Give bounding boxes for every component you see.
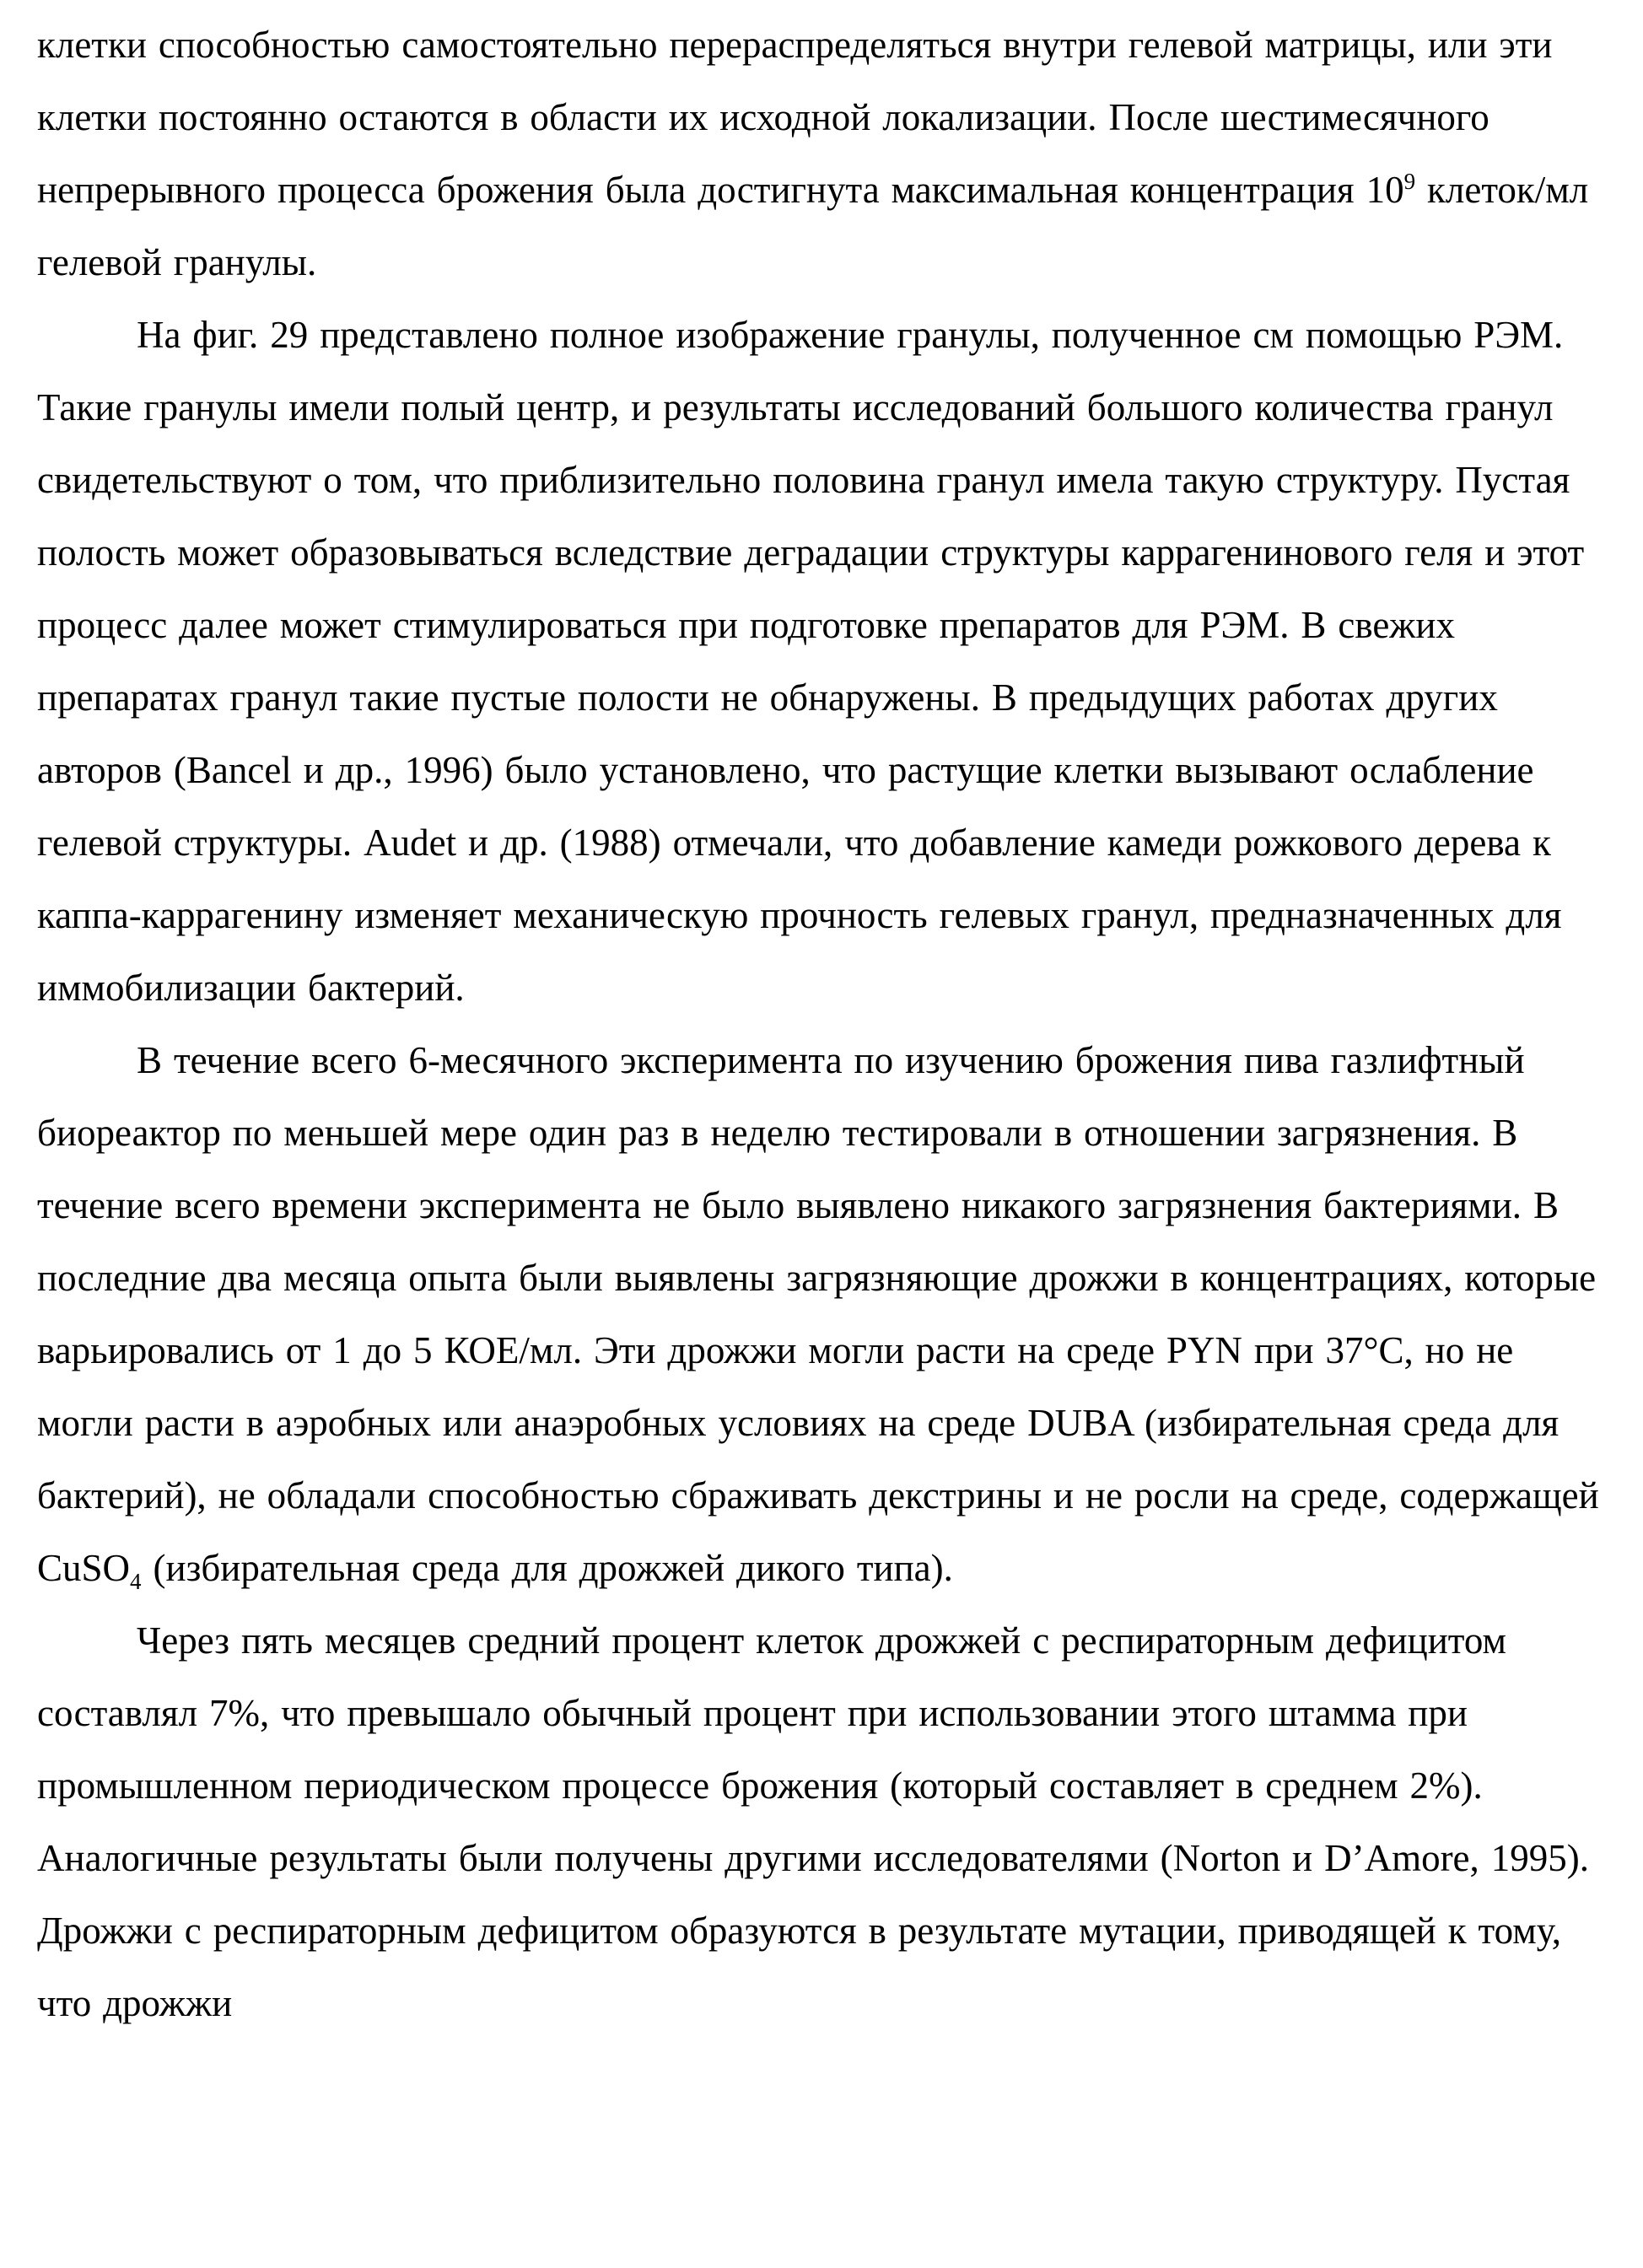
- paragraph-text: В течение всего 6-месячного эксперимента по изучению брожения пива газлифтный биореактор по меньшей мере один раз в неделю тестировали в отношении загрязнения. В течение всего времени эксперимента не было выявлено никакого загрязнения бактериями. В последние два месяца опыта были выявлены загрязняющие дрожжи в концентрациях, которые варьировались от 1 до 5 КОЕ/мл. Эти дрожжи могли расти на среде PYN при 37°С, но не могли расти в аэробных или анаэробных условиях на среде DUBA (избирательная среда для бактерий), не обладали способностью сбраживать декстрины и не росли на среде, содержащей CuSO: [37, 1039, 1599, 1589]
- subscript-index: 4: [130, 1569, 142, 1594]
- paragraph-4: [37, 1604, 1608, 2039]
- paragraph-text: На фиг. 29 представлено полное изображение гранулы, полученное см помощью РЭМ. Такие гранулы имели полый центр, и результаты исследований большого количества гранул свидетельствуют о том, что приблизительно половина гранул имела такую структуру. Пустая полость может образовываться вследствие деградации структуры каррагенинового геля и этот процесс далее может стимулироваться при подготовке препаратов для РЭМ. В свежих препаратах гранул такие пустые полости не обнаружены. В предыдущих работах других авторов (Bancel и др., 1996) было установлено, что растущие клетки вызывают ослабление гелевой структуры. Audet и др. (1988) отмечали, что добавление камеди рожкового дерева к каппа-каррагенину изменяет механическую прочность гелевых гранул, предназначенных для иммобилизации бактерий.: [37, 314, 1585, 1009]
- paragraph-2: [37, 299, 1608, 1024]
- paragraph-text: клеток/мл гелевой гранулы.: [37, 169, 1589, 283]
- paragraph-text: Через пять месяцев средний процент клеток дрожжей с респираторным дефицитом составлял 7%, что превышало обычный процент при использовании этого штамма при промышленном периодическом процессе брожения (который составляет в среднем 2%). Аналогичные результаты были получены другими исследователями (Norton и D’Amore, 1995). Дрожжи с респираторным дефицитом образуются в результате мутации, приводящей к тому, что дрожжи: [37, 1619, 1589, 2024]
- superscript-exponent: 9: [1403, 169, 1416, 194]
- paragraph-3: [37, 1024, 1608, 1604]
- paragraph-text: (избирательная среда для дрожжей дикого типа).: [141, 1547, 953, 1589]
- paragraph-1: [37, 8, 1608, 299]
- paragraph-text: клетки способностью самостоятельно перераспределяться внутри гелевой матрицы, или эти клетки постоянно остаются в области их исходной локализации. После шестимесячного непрерывного процесса брожения была достигнута максимальная концентрация 10: [37, 24, 1553, 211]
